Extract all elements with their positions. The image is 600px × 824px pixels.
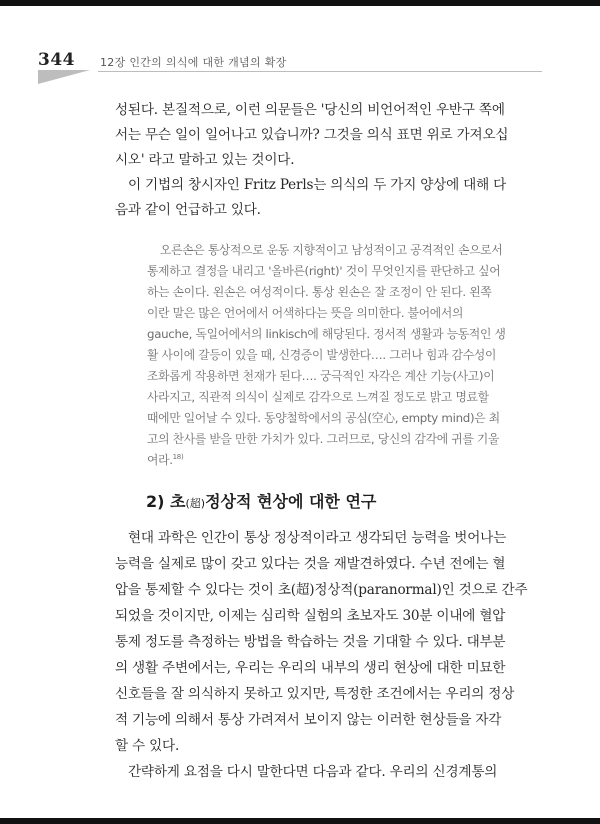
quote-line: gauche, 독일어에서의 linkisch에 해당된다. 정서적 생활과 능동적인 생: [147, 327, 506, 341]
text-line: 서는 무슨 일이 일어나고 있습니까? 그것을 의식 표면 위로 가져오십: [115, 127, 509, 143]
text-line: 음과 같이 언급하고 있다.: [115, 202, 261, 218]
chapter-title: 12장 인간의 의식에 대한 개념의 확장: [100, 56, 287, 69]
page-number-tab: [38, 70, 90, 84]
quote-line: 이란 말은 많은 언어에서 어색하다는 뜻을 의미한다. 불어에서의: [147, 306, 464, 320]
footnote-marker: 18): [172, 453, 184, 462]
text-line: 현대 과학은 인간이 통상 정상적이라고 생각되던 능력을 벗어나는: [128, 530, 506, 546]
text-line: 이 기법의 창시자인 Fritz Perls는 의식의 두 가지 양상에 대해 다: [128, 177, 507, 193]
text-line: 통제 정도를 측정하는 방법을 학습하는 것을 기대할 수 있다. 대부분: [115, 634, 506, 650]
section-heading: [146, 489, 376, 512]
quote-line: 사라지고, 직관적 의식이 실제로 감각으로 느껴질 정도로 밝고 명료할: [147, 390, 489, 404]
text-line: 성된다. 본질적으로, 이런 의문들은 '당신의 비언어적인 우반구 쪽에: [115, 102, 505, 118]
quote-line: 고의 찬사를 받을 만한 가치가 있다. 그러므로, 당신의 감각에 귀를 기울: [147, 432, 500, 446]
text-line: 능력을 실제로 많이 갖고 있다는 것을 재발견하였다. 수년 전에는 혈: [115, 556, 506, 572]
text-line: 할 수 있다.: [115, 738, 180, 754]
header-rule: [98, 71, 542, 72]
text-line: 압을 통제할 수 있다는 것이 초(超)정상적(paranormal)인 것으로 간주: [115, 582, 528, 598]
text-line: 신호들을 잘 의식하지 못하고 있지만, 특정한 조건에서는 우리의 정상: [115, 686, 515, 702]
top-border: [0, 0, 600, 6]
quote-line: 통제하고 결정을 내리고 '올바른(right)' 것이 무엇인지를 판단하고 싶어: [147, 264, 501, 278]
quote-line: 오른손은 통상적으로 운동 지향적이고 남성적이고 공격적인 손으로서: [160, 243, 503, 257]
text-line: 시오' 라고 말하고 있는 것이다.: [115, 152, 295, 168]
section-number: 2): [146, 492, 165, 511]
text-line: 되었을 것이지만, 이제는 심리학 실험의 초보자도 30분 이내에 혈압: [115, 608, 506, 624]
quote-line-last: [147, 451, 527, 468]
quote-line: 하는 손이다. 왼손은 여성적이다. 통상 왼손은 잘 조정이 안 된다. 왼쪽: [147, 285, 492, 299]
quote-text-end: 여라.: [147, 453, 173, 467]
section-title-hanja: (超): [185, 497, 206, 510]
quote-line: 때에만 일어날 수 있다. 동양철학에서의 공심(空心, empty mind)은 최: [147, 411, 500, 425]
page-number: 344: [38, 50, 75, 70]
section-title-prefix: 초: [170, 492, 186, 511]
text-line: 의 생활 주변에서는, 우리는 우리의 내부의 생리 현상에 대한 미묘한: [115, 660, 506, 676]
bottom-border: [0, 818, 600, 824]
quote-line: 활 사이에 갈등이 있을 때, 신경증이 발생한다…. 그러나 힘과 감수성이: [147, 348, 497, 362]
text-line: 적 기능에 의해서 통상 가려져서 보이지 않는 이러한 현상들을 자각: [115, 712, 502, 728]
section-title-rest: 정상적 현상에 대한 연구: [205, 492, 377, 511]
text-line: 간략하게 요점을 다시 말한다면 다음과 같다. 우리의 신경계통의: [128, 764, 498, 780]
quote-line: 조화롭게 작용하면 천재가 된다…. 궁극적인 자각은 계산 기능(사고)이: [147, 369, 495, 383]
